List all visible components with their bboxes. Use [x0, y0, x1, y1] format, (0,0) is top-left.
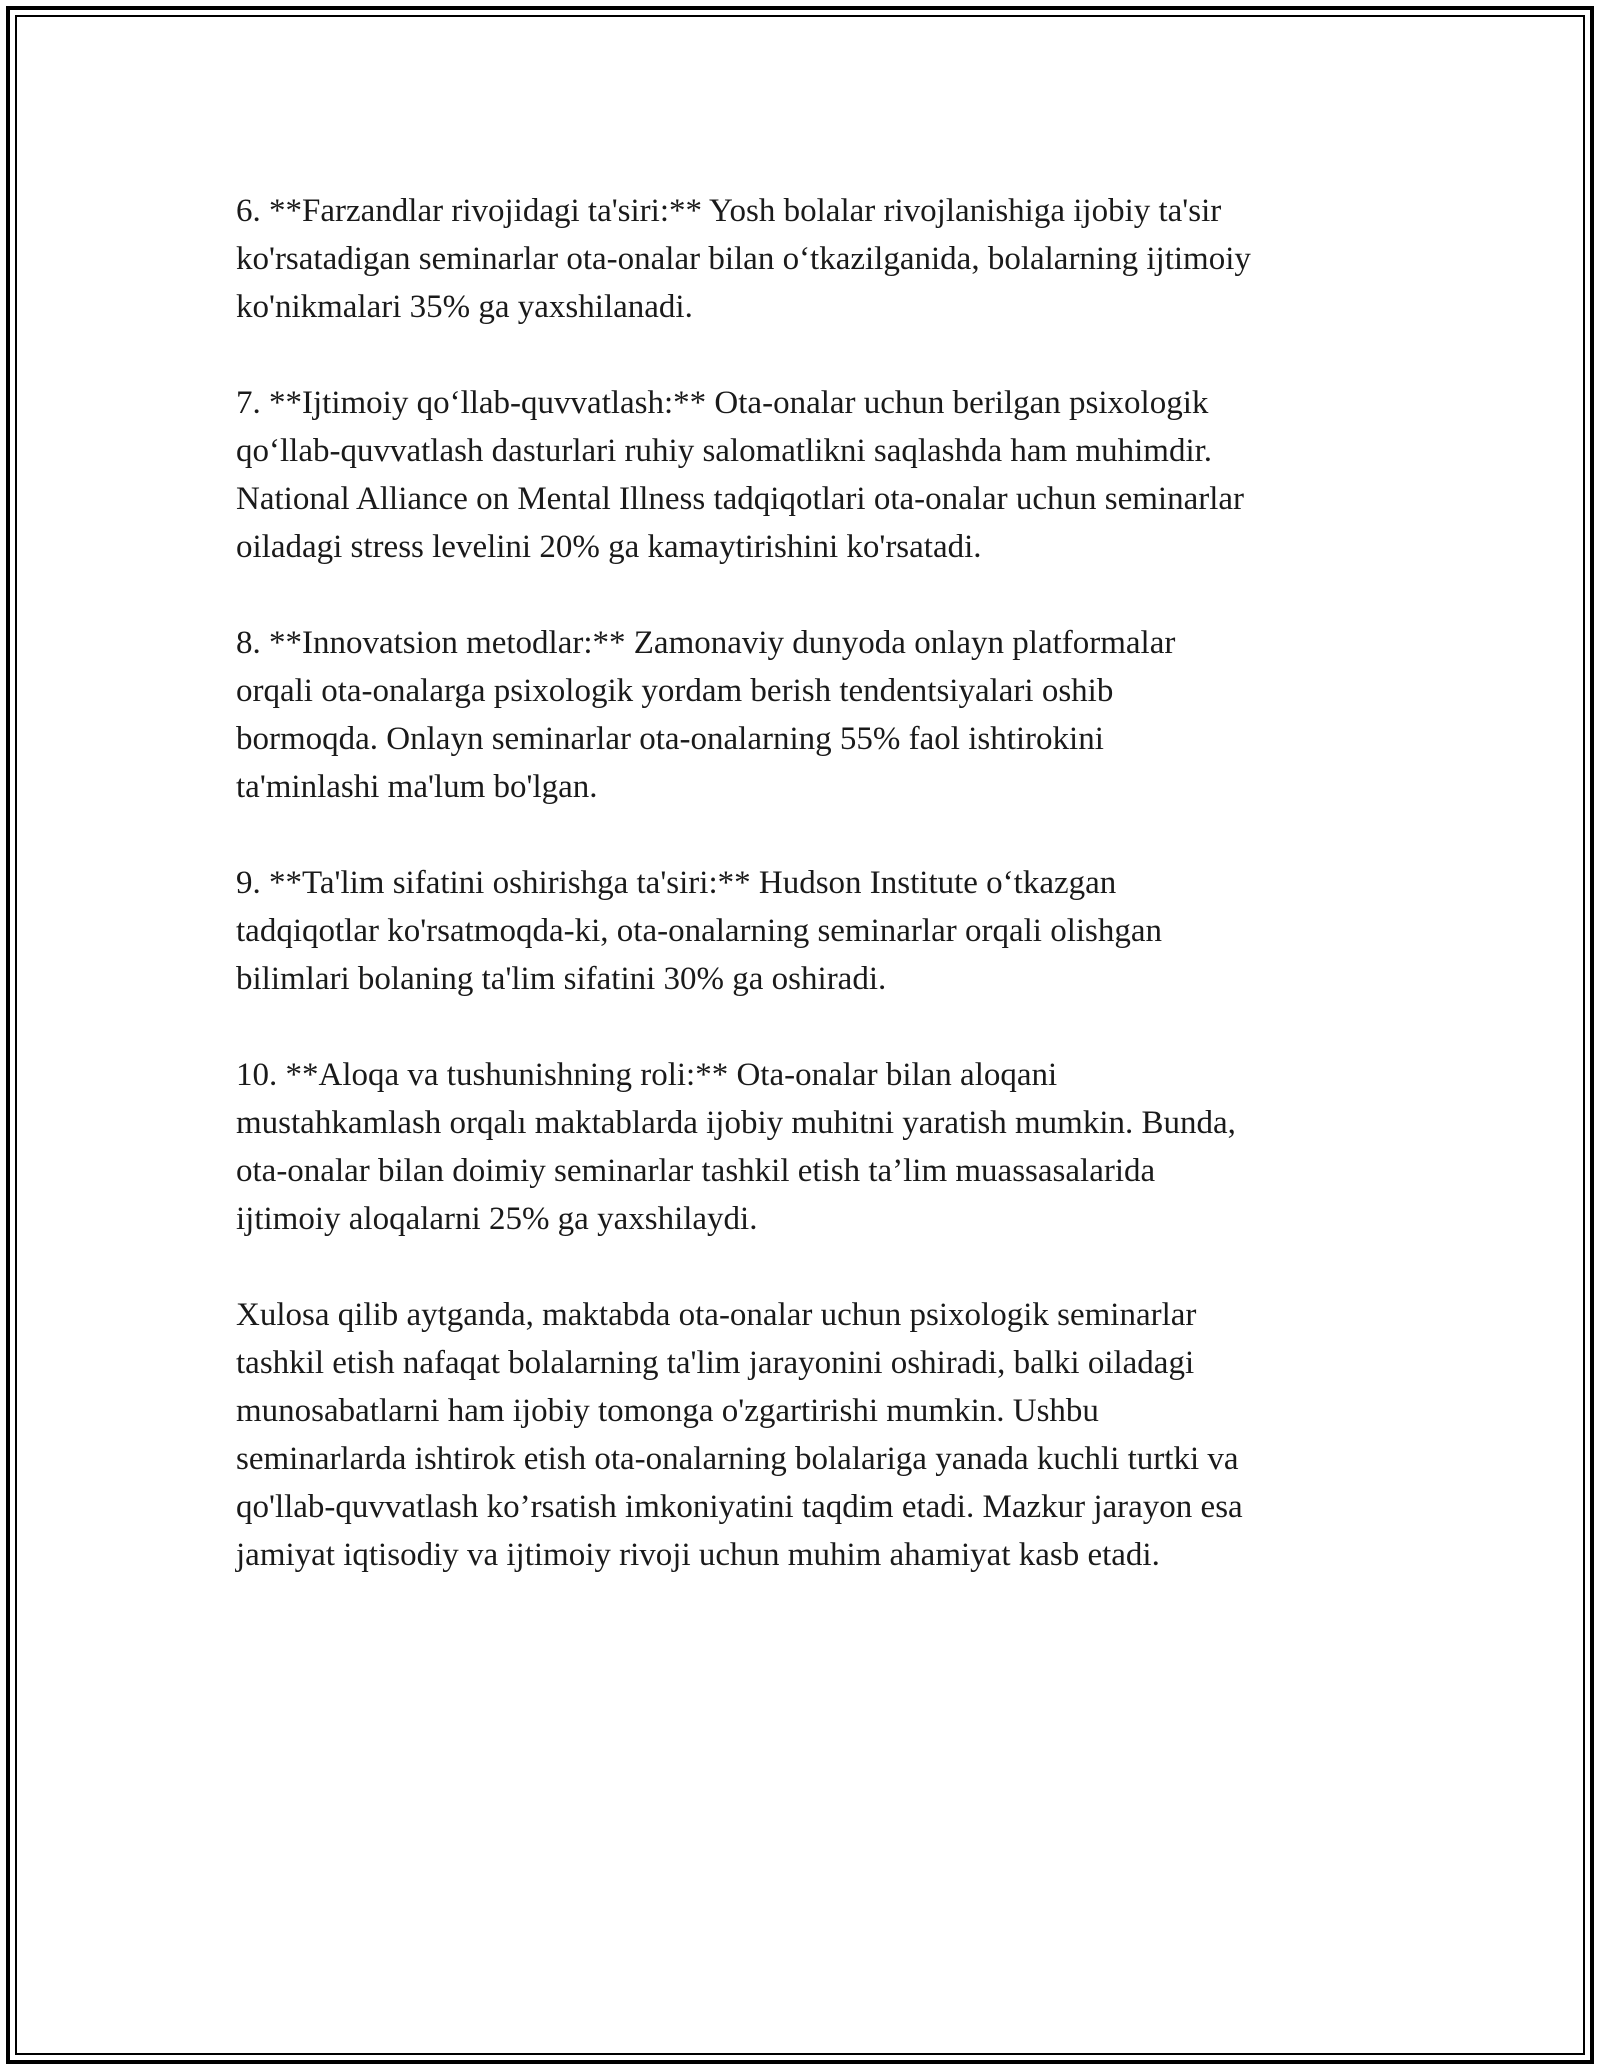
paragraph-conclusion [236, 1291, 1376, 1579]
text-line: ota-onalar bilan doimiy seminarlar tashkil etish ta’lim muassasalarida [236, 1153, 1156, 1189]
paragraph-item-8 [236, 619, 1376, 811]
text-line: jamiyat iqtisodiy va ijtimoiy rivoji uchun muhim ahamiyat kasb etadi. [236, 1537, 1160, 1573]
text-line: 8. **Innovatsion metodlar:** Zamonaviy dunyoda onlayn platformalar [236, 625, 1176, 661]
document-body [236, 187, 1376, 1627]
text-line: orqali ota-onalarga psixologik yordam berish tendentsiyalari oshib [236, 673, 1114, 709]
paragraph-item-9 [236, 859, 1376, 1003]
text-line: tashkil etish nafaqat bolalarning ta'lim jarayonini oshiradi, balki oiladagi [236, 1345, 1195, 1381]
text-line: mustahkamlash orqalı maktablarda ijobiy muhitni yaratish mumkin. Bunda, [236, 1105, 1236, 1141]
text-line: bilimlari bolaning ta'lim sifatini 30% ga oshiradi. [236, 961, 887, 997]
text-line: National Alliance on Mental Illness tadqiqotlari ota-onalar uchun seminarlar [236, 481, 1245, 517]
paragraph-item-10 [236, 1051, 1376, 1243]
paragraph-item-6 [236, 187, 1376, 331]
text-line: 10. **Aloqa va tushunishning roli:** Ota-onalar bilan aloqani [236, 1057, 1058, 1093]
text-line: ko'nikmalari 35% ga yaxshilanadi. [236, 289, 693, 325]
text-line: bormoqda. Onlayn seminarlar ota-onalarning 55% faol ishtirokini [236, 721, 1104, 757]
text-line: qo'llab-quvvatlash ko’rsatish imkoniyatini taqdim etadi. Mazkur jarayon esa [236, 1489, 1243, 1525]
text-line: qo‘llab-quvvatlash dasturlari ruhiy salomatlikni saqlashda ham muhimdir. [236, 433, 1213, 469]
text-line: munosabatlarni ham ijobiy tomonga o'zgartirishi mumkin. Ushbu [236, 1393, 1099, 1429]
text-line: 6. **Farzandlar rivojidagi ta'siri:** Yosh bolalar rivojlanishiga ijobiy ta'sir [236, 193, 1222, 229]
text-line: tadqiqotlar ko'rsatmoqda-ki, ota-onalarning seminarlar orqali olishgan [236, 913, 1163, 949]
text-line: ta'minlashi ma'lum bo'lgan. [236, 769, 598, 805]
text-line: seminarlarda ishtirok etish ota-onalarning bolalariga yanada kuchli turtki va [236, 1441, 1239, 1477]
text-line: ko'rsatadigan seminarlar ota-onalar bilan o‘tkazilganida, bolalarning ijtimoiy [236, 241, 1251, 277]
text-line: 9. **Ta'lim sifatini oshirishga ta'siri:** Hudson Institute o‘tkazgan [236, 865, 1117, 901]
text-line: ijtimoiy aloqalarni 25% ga yaxshilaydi. [236, 1201, 758, 1237]
text-line: 7. **Ijtimoiy qo‘llab-quvvatlash:** Ota-onalar uchun berilgan psixologik [236, 385, 1209, 421]
text-line: oiladagi stress levelini 20% ga kamaytirishini ko'rsatadi. [236, 529, 982, 565]
text-line: Xulosa qilib aytganda, maktabda ota-onalar uchun psixologik seminarlar [236, 1297, 1197, 1333]
paragraph-item-7 [236, 379, 1376, 571]
